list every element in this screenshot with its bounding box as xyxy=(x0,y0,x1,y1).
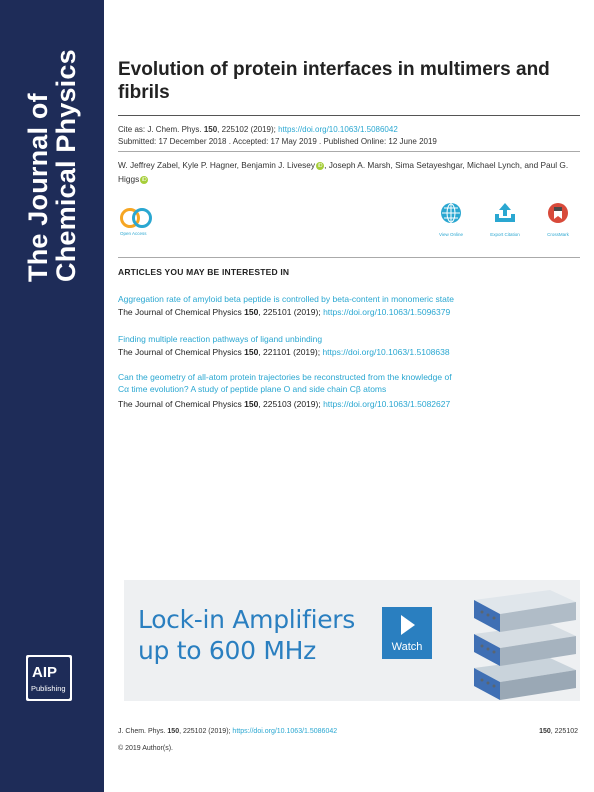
footer-citation: J. Chem. Phys. 150, 225102 (2019); https://doi.org/10.1063/1.5086042 xyxy=(118,728,338,735)
title-divider xyxy=(118,115,580,116)
orcid-icon[interactable]: iD xyxy=(141,177,147,183)
meta-divider xyxy=(118,151,580,152)
article-title: Evolution of protein interfaces in multimers and fibrils xyxy=(118,59,550,103)
logo-text-publishing: Publishing xyxy=(31,684,66,693)
copyright-notice: © 2019 Author(s). xyxy=(118,745,173,752)
journal-name-line1: The Journal of xyxy=(23,93,53,282)
open-access-badge[interactable]: Open Access xyxy=(118,206,154,240)
orcid-icon[interactable]: iD xyxy=(317,163,323,169)
crossmark-button[interactable]: CrossMark xyxy=(538,202,578,237)
related-article-title[interactable]: Aggregation rate of amyloid beta peptide is controlled by beta-content in monomeric state xyxy=(118,294,454,304)
lock-in-amplifier-image xyxy=(464,584,580,701)
export-citation-button[interactable]: Export Citation xyxy=(485,202,525,237)
play-icon xyxy=(382,607,432,641)
submission-dates: Submitted: 17 December 2018 . Accepted: 17 May 2019 . Published Online: 12 June 2019 xyxy=(118,137,437,146)
ad-headline: Lock-in Amplifiers up to 600 MHz xyxy=(138,605,356,665)
citation-line: Cite as: J. Chem. Phys. 150, 225102 (2019); https://doi.org/10.1063/1.5086042 xyxy=(118,125,398,134)
related-article-doi-link[interactable]: https://doi.org/10.1063/1.5108638 xyxy=(322,347,450,357)
related-articles-heading: ARTICLES YOU MAY BE INTERESTED IN xyxy=(118,267,290,277)
logo-text-aip: AIP xyxy=(32,664,58,681)
page-identifier: 150, 225102 xyxy=(539,728,578,735)
advertisement-banner[interactable] xyxy=(124,580,580,701)
related-article-citation: The Journal of Chemical Physics 150, 225101 (2019); https://doi.org/10.1063/1.5096379 xyxy=(118,307,451,317)
journal-name-line2: Chemical Physics xyxy=(51,49,81,282)
article-doi-link[interactable]: https://doi.org/10.1063/1.5086042 xyxy=(278,125,398,134)
export-icon xyxy=(493,202,517,224)
related-article-citation: The Journal of Chemical Physics 150, 221101 (2019); https://doi.org/10.1063/1.5108638 xyxy=(118,347,450,357)
section-divider xyxy=(118,257,580,258)
view-online-button[interactable]: View Online xyxy=(431,202,471,237)
author-list: W. Jeffrey Zabel, Kyle P. Hagner, Benjamin J. Livesey iD , Joseph A. Marsh, Sima Setayeshgar, Michael Lynch, and Paul G. Higgs iD xyxy=(118,160,569,184)
watch-button[interactable]: Watch xyxy=(382,607,432,659)
related-article-doi-link[interactable]: https://doi.org/10.1063/1.5082627 xyxy=(323,399,451,409)
journal-name xyxy=(24,42,80,282)
footer-doi-link[interactable]: https://doi.org/10.1063/1.5086042 xyxy=(232,728,338,735)
related-article-title[interactable]: Can the geometry of all-atom protein trajectories be reconstructed from the knowledge of Cα time evolution? A study of peptide plane O and side chain Cβ atoms xyxy=(118,372,452,394)
related-article-doi-link[interactable]: https://doi.org/10.1063/1.5096379 xyxy=(323,307,451,317)
related-article-title[interactable]: Finding multiple reaction pathways of ligand unbinding xyxy=(118,334,323,344)
globe-icon xyxy=(440,202,462,224)
aip-publishing-logo[interactable] xyxy=(26,655,72,701)
crossmark-icon xyxy=(547,202,569,224)
journal-sidebar xyxy=(0,0,104,792)
related-article-citation: The Journal of Chemical Physics 150, 225103 (2019); https://doi.org/10.1063/1.5082627 xyxy=(118,399,451,409)
